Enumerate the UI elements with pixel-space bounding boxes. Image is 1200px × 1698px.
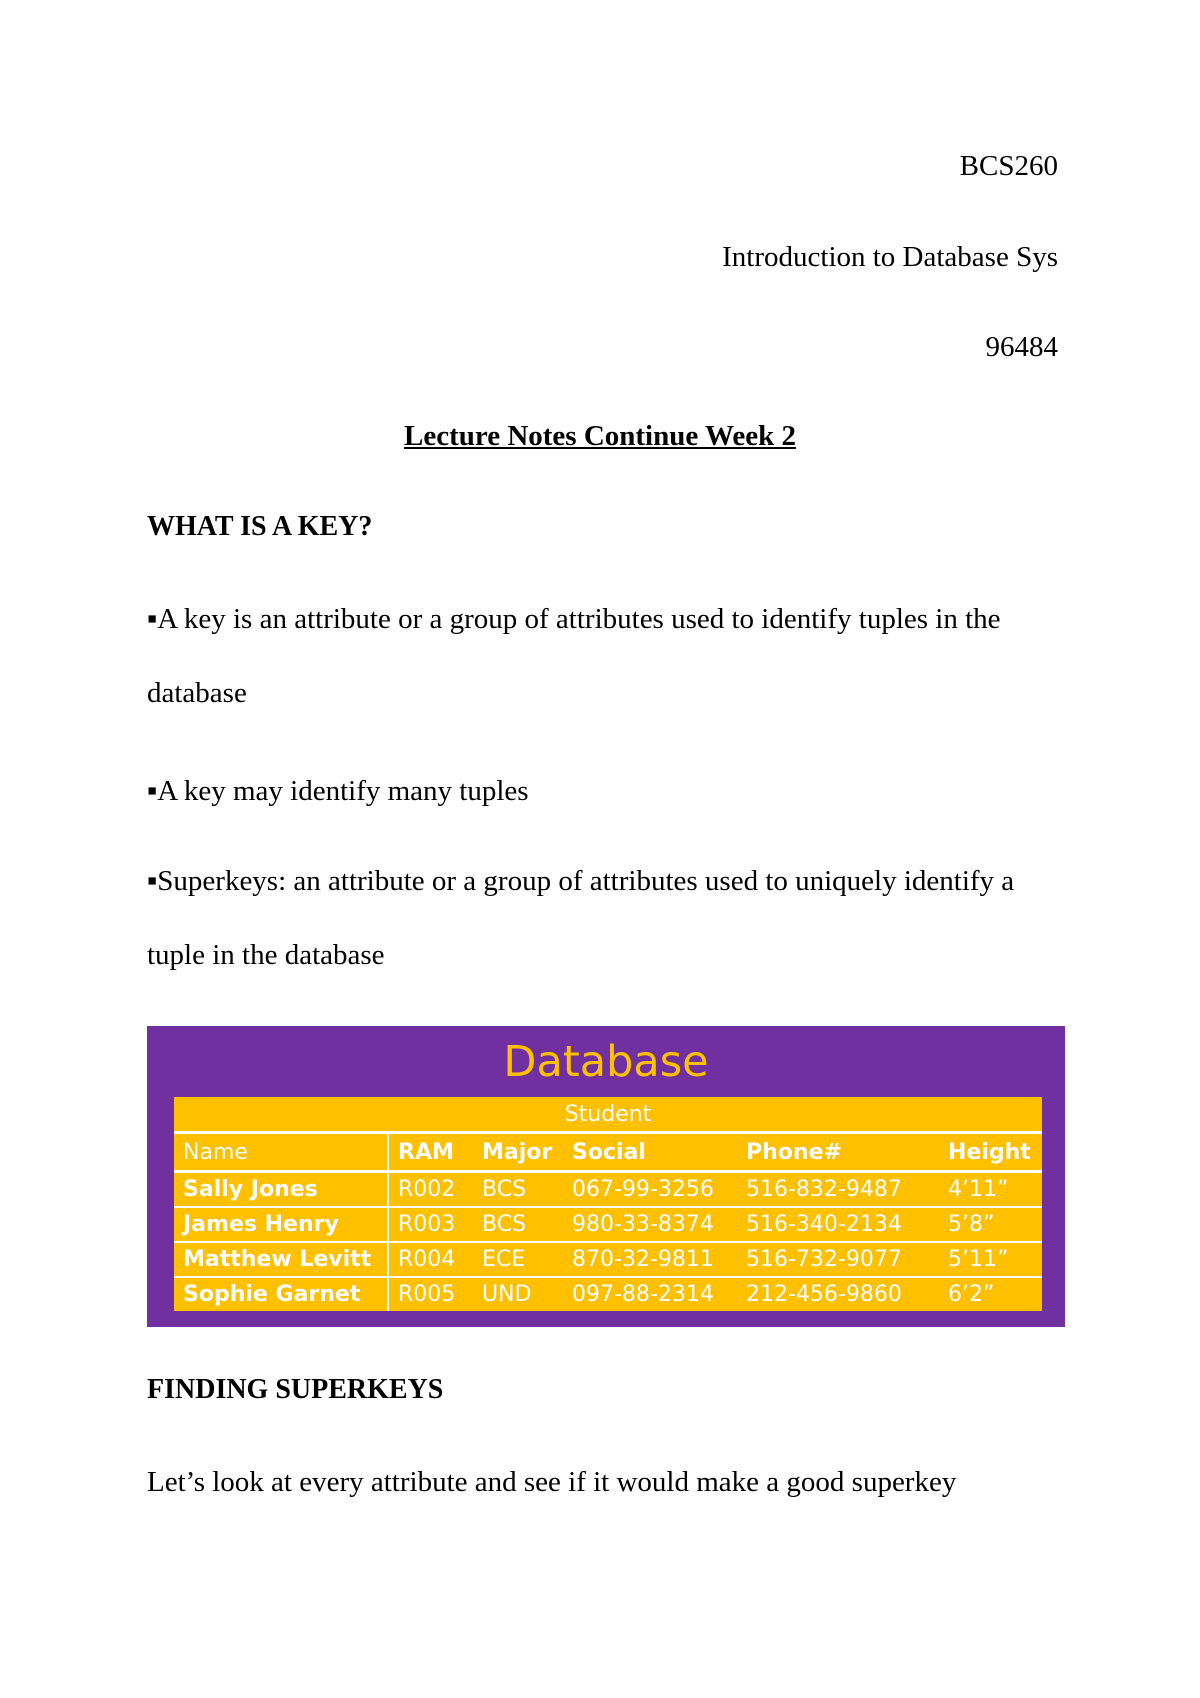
cell-height: 6’2”	[948, 1282, 995, 1307]
cell-height: 4’11”	[939, 1172, 1042, 1208]
column-header-social: Social	[563, 1133, 737, 1172]
table-header-row	[174, 1133, 1042, 1172]
cell-major: BCS	[473, 1207, 563, 1242]
course-name: Introduction to Database Sys	[722, 241, 1058, 273]
cell-major: ECE	[473, 1242, 563, 1277]
cell-social: 067-99-3256	[563, 1172, 737, 1208]
column-header-ram: RAM	[388, 1133, 473, 1172]
section-heading-finding-superkeys: FINDING SUPERKEYS	[147, 1374, 444, 1405]
database-title: Database	[503, 1037, 709, 1087]
column-header-height: Height	[939, 1133, 1042, 1172]
cell-name: James Henry	[174, 1207, 388, 1242]
course-code: BCS260	[959, 150, 1058, 182]
table-row	[174, 1207, 1042, 1242]
database-figure	[147, 1026, 1065, 1327]
column-header-name: Name	[174, 1133, 388, 1172]
cell-major: UND	[482, 1282, 532, 1307]
bullet-key-definition: ▪A key is an attribute or a group of attributes used to identify tuples in the database	[147, 603, 1001, 709]
cell-height: 5’8”	[939, 1207, 1042, 1242]
table-row	[174, 1242, 1042, 1277]
cell-height: 5’11”	[939, 1242, 1042, 1277]
column-header-major: Major	[473, 1133, 563, 1172]
cell-name: Sally Jones	[174, 1172, 388, 1208]
cell-phone: 516-340-2134	[737, 1207, 939, 1242]
cell-name: Sophie Garnet	[174, 1277, 388, 1311]
bullet-superkeys: ▪Superkeys: an attribute or a group of attributes used to uniquely identify a tuple in the database	[147, 865, 1015, 971]
section-heading-what-is-a-key: WHAT IS A KEY?	[147, 511, 373, 542]
page-title: Lecture Notes Continue Week 2	[403, 420, 796, 452]
cell-phone: 212-456-9860	[746, 1282, 902, 1307]
finding-superkeys-text: Let’s look at every attribute and see if it would make a good superkey	[147, 1466, 957, 1498]
cell-social: 097-88-2314	[572, 1282, 714, 1307]
table-caption: Student	[174, 1097, 1042, 1133]
cell-ram: R004	[388, 1242, 473, 1277]
cell-ram: R003	[388, 1207, 473, 1242]
cell-social: 870-32-9811	[563, 1242, 737, 1277]
column-header-phone: Phone#	[737, 1133, 939, 1172]
cell-social: 980-33-8374	[563, 1207, 737, 1242]
cell-ram: R002	[388, 1172, 473, 1208]
student-table	[174, 1097, 1042, 1311]
cell-phone: 516-832-9487	[737, 1172, 939, 1208]
cell-phone: 516-732-9077	[737, 1242, 939, 1277]
bullet-key-many-tuples: ▪A key may identify many tuples	[147, 775, 529, 807]
student-id: 96484	[985, 331, 1058, 363]
cell-ram: R005	[398, 1282, 456, 1307]
cell-major: BCS	[473, 1172, 563, 1208]
table-row	[174, 1172, 1042, 1208]
table-row	[174, 1277, 1042, 1311]
cell-name: Matthew Levitt	[174, 1242, 388, 1277]
